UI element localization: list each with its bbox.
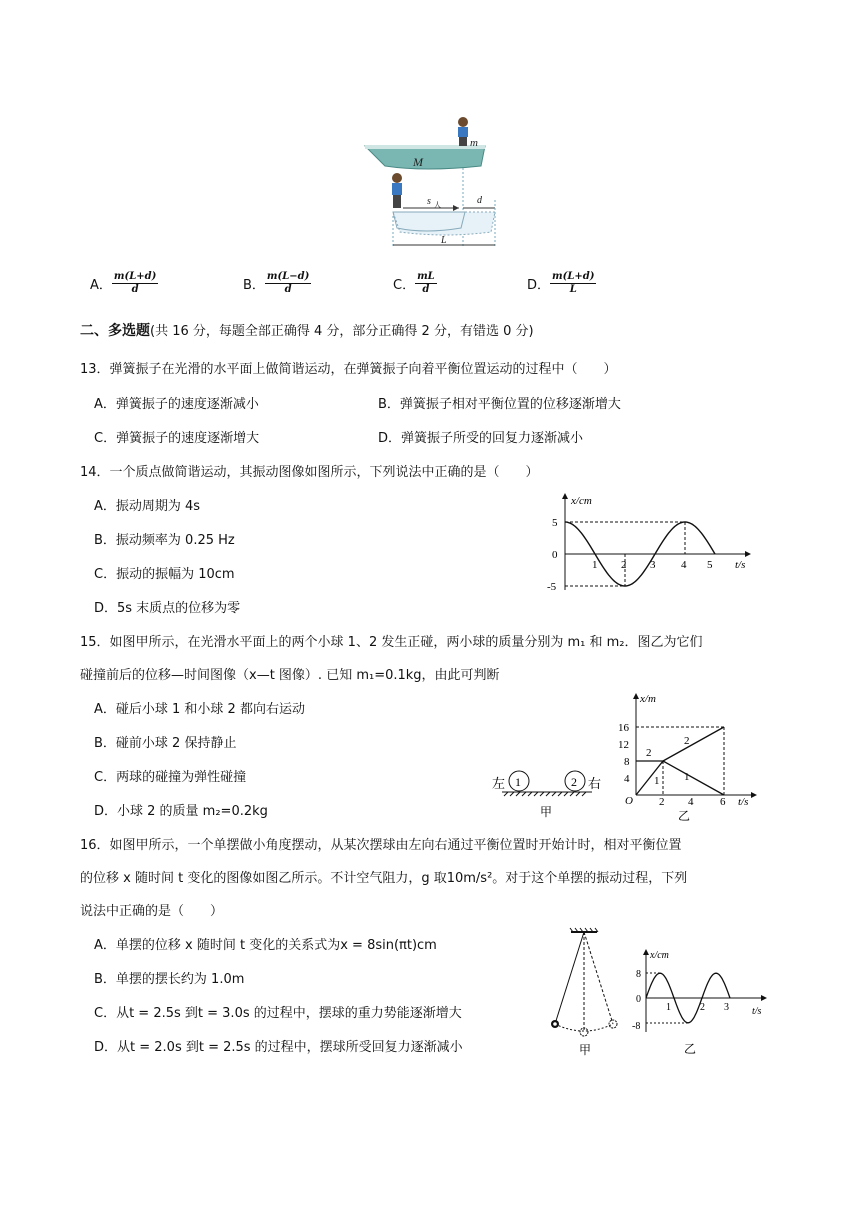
q16-yi-caption: 乙 [684,1042,697,1056]
q13-option-c[interactable]: C．弹簧振子的速度逐渐增大 [94,431,260,446]
boat-figure [355,108,515,256]
option-letter: A． [90,278,112,293]
q15-jia-caption: 甲 [540,805,553,819]
q15-line-label: 1 [684,771,690,783]
q15-stem-line2: 碰撞前后的位移—时间图像（x—t 图像）. 已知 m₁=0.1kg，由此可判断 [80,668,500,683]
q15-ytick: 12 [618,739,629,751]
q15-ball1: 1 [515,775,521,789]
q15-fig-yi [612,688,762,823]
q16-ytick: -8 [632,1021,641,1032]
q15-line-label: 1 [654,775,660,787]
q15-ball2: 2 [571,775,577,789]
q16-xtick: 1 [666,1002,671,1013]
label-s: s [427,196,431,207]
q16-option-d[interactable]: D．从t = 2.0s 到t = 2.5s 的过程中，摆球所受回复力逐渐减小 [94,1040,463,1055]
section-note: (共 16 分，每题全部正确得 4 分，部分正确得 2 分，有错选 0 分) [150,324,534,339]
q14-ylabel: x/cm [571,495,592,507]
q15-xtick: 2 [659,796,665,808]
q15-left-label: 左 [492,776,506,791]
option-fraction: $\frac{m(L+d)}{L}$ [552,271,595,295]
section-title: 二、多选题 [80,323,150,339]
q16-stem-line1: 16．如图甲所示，一个单摆做小角度摆动，从某次摆球由左向右通过平衡位置时开始计时，相对平衡位置 [80,838,682,853]
option-fraction: $\frac{m(L-d)}{d}$ [266,271,310,295]
q14-stem: 14．一个质点做简谐运动，其振动图像如图所示，下列说法中正确的是（ ） [80,465,539,480]
q14-xtick: 1 [592,559,598,571]
q14-xlabel: t/s [735,559,746,571]
q14-option-b[interactable]: B．振动频率为 0.25 Hz [94,533,235,548]
q15-ytick: 16 [618,722,629,734]
q14-option-a[interactable]: A．振动周期为 4s [94,499,201,514]
q15-ytick: 4 [624,773,630,785]
q16-stem-line2: 的位移 x 随时间 t 变化的图像如图乙所示。不计空气阻力，g 取10m/s²。对于这个单摆的振动过程，下列 [80,871,688,886]
q16-option-a[interactable]: A．单摆的位移 x 随时间 t 变化的关系式为x = 8sin(πt)cm [94,938,437,953]
option-letter: C． [393,278,416,293]
q12-option-d[interactable] [527,271,596,296]
q15-option-a[interactable]: A．碰后小球 1 和小球 2 都向右运动 [94,702,305,717]
q12-option-a[interactable] [90,271,158,296]
q15-ytick: 8 [624,756,630,768]
q15-xtick: 6 [720,796,726,808]
q15-stem-line1: 15．如图甲所示，在光滑水平面上的两个小球 1、2 发生正碰，两小球的质量分别为 m₁ 和 m₂．图乙为它们 [80,635,703,650]
option-letter: D． [527,278,551,293]
q15-option-b[interactable]: B．碰前小球 2 保持静止 [94,736,237,751]
q14-xtick: 4 [681,559,687,571]
q13-stem: 13．弹簧振子在光滑的水平面上做简谐运动，在弹簧振子向着平衡位置运动的过程中（ ） [80,362,617,377]
q15-fig-jia [488,762,608,822]
mass-boat-label: M [413,155,423,169]
q15-yi-caption: 乙 [678,809,691,823]
q15-ylabel: x/m [640,693,656,705]
q16-pendulum [545,926,630,1058]
q14-option-d[interactable]: D．5s 末质点的位移为零 [94,601,241,616]
q16-xtick: 3 [724,1002,729,1013]
q16-jia-caption: 甲 [579,1043,592,1057]
q14-ytick: -5 [547,581,557,593]
mass-person-label: m [470,137,478,149]
label-d: d [477,195,482,206]
q14-ytick: 5 [552,517,558,529]
q15-line-label: 2 [684,735,690,747]
q16-graph [632,946,772,1058]
q16-ytick: 0 [636,994,641,1005]
q15-right-label: 右 [588,776,602,791]
q14-ytick: 0 [552,549,558,561]
q15-line-label: 2 [646,747,652,759]
q12-option-c[interactable] [393,271,437,296]
q12-option-b[interactable] [243,271,311,296]
q14-xtick: 3 [650,559,656,571]
label-L: L [441,235,447,246]
q16-xtick: 2 [700,1002,705,1013]
q16-option-b[interactable]: B．单摆的摆长约为 1.0m [94,972,245,987]
q16-ytick: 8 [636,969,641,980]
q14-xtick: 2 [621,559,627,571]
q16-xlabel: t/s [752,1006,762,1017]
q16-stem-line3: 说法中正确的是（ ） [80,904,224,919]
q14-graph [545,488,760,598]
q16-ylabel: x/cm [650,950,669,961]
q15-origin: O [625,795,633,807]
option-fraction: $\frac{m(L+d)}{d}$ [113,271,157,295]
q13-option-b[interactable]: B．弹簧振子相对平衡位置的位移逐渐增大 [378,397,621,412]
q15-xlabel: t/s [738,796,749,808]
q15-option-c[interactable]: C．两球的碰撞为弹性碰撞 [94,770,247,785]
q14-xtick: 5 [707,559,713,571]
q14-option-c[interactable]: C．振动的振幅为 10cm [94,567,235,582]
label-s-sub: 人 [434,201,441,209]
q16-option-c[interactable]: C．从t = 2.5s 到t = 3.0s 的过程中，摆球的重力势能逐渐增大 [94,1006,462,1021]
q15-option-d[interactable]: D．小球 2 的质量 m₂=0.2kg [94,804,268,819]
section-header [80,320,534,340]
q13-option-a[interactable]: A．弹簧振子的速度逐渐减小 [94,397,259,412]
q13-option-d[interactable]: D．弹簧振子所受的回复力逐渐减小 [378,431,584,446]
option-fraction: $\frac{mL}{d}$ [417,271,435,295]
q15-xtick: 4 [688,796,694,808]
option-letter: B． [243,278,265,293]
